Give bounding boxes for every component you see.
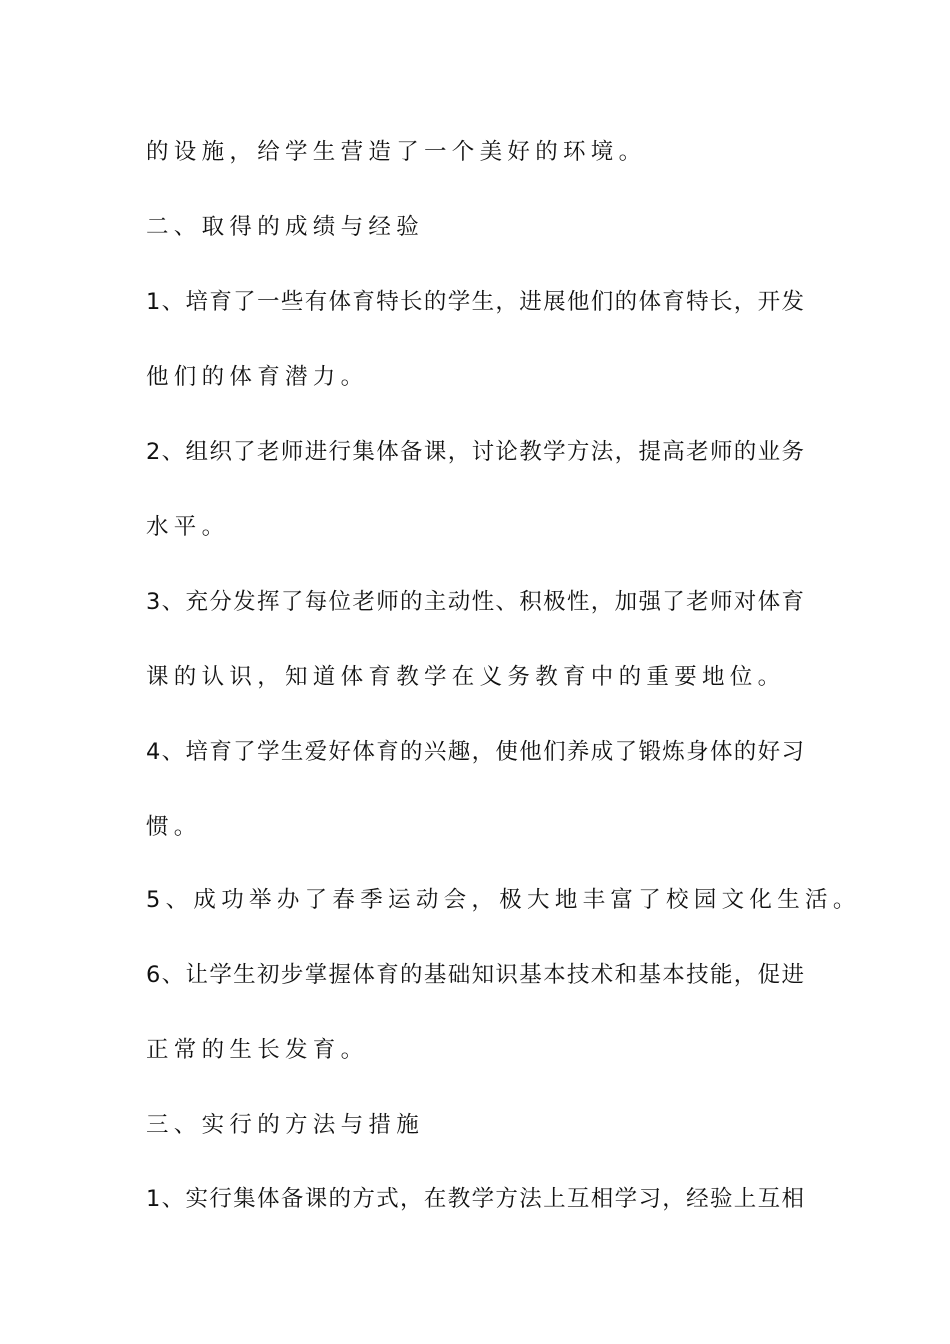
paragraph-line: 6、让学生初步掌握体育的基础知识基本技术和基本技能，促进 xyxy=(146,962,804,988)
paragraph-line: 1、实行集体备课的方式，在教学方法上互相学习，经验上互相 xyxy=(146,1186,804,1212)
paragraph-line: 3、充分发挥了每位老师的主动性、积极性，加强了老师对体育 xyxy=(146,589,804,615)
paragraph-line: 水平。 xyxy=(146,514,230,540)
paragraph-line: 惯。 xyxy=(146,814,202,840)
paragraph-line: 课的认识，知道体育教学在义务教育中的重要地位。 xyxy=(146,664,786,690)
paragraph-line: 1、培育了一些有体育特长的学生，进展他们的体育特长，开发 xyxy=(146,289,804,315)
section-heading: 三、实行的方法与措施 xyxy=(146,1112,425,1138)
paragraph-line: 2、组织了老师进行集体备课，讨论教学方法，提高老师的业务 xyxy=(146,439,804,465)
paragraph-line: 5、成功举办了春季运动会，极大地丰富了校园文化生活。 xyxy=(146,887,861,913)
section-heading: 二、取得的成绩与经验 xyxy=(146,214,425,240)
paragraph-line: 他们的体育潜力。 xyxy=(146,364,369,390)
paragraph-line: 正常的生长发育。 xyxy=(146,1037,369,1063)
paragraph-line: 4、培育了学生爱好体育的兴趣，使他们养成了锻炼身体的好习 xyxy=(146,739,804,765)
paragraph-line: 的设施，给学生营造了一个美好的环境。 xyxy=(146,139,647,165)
